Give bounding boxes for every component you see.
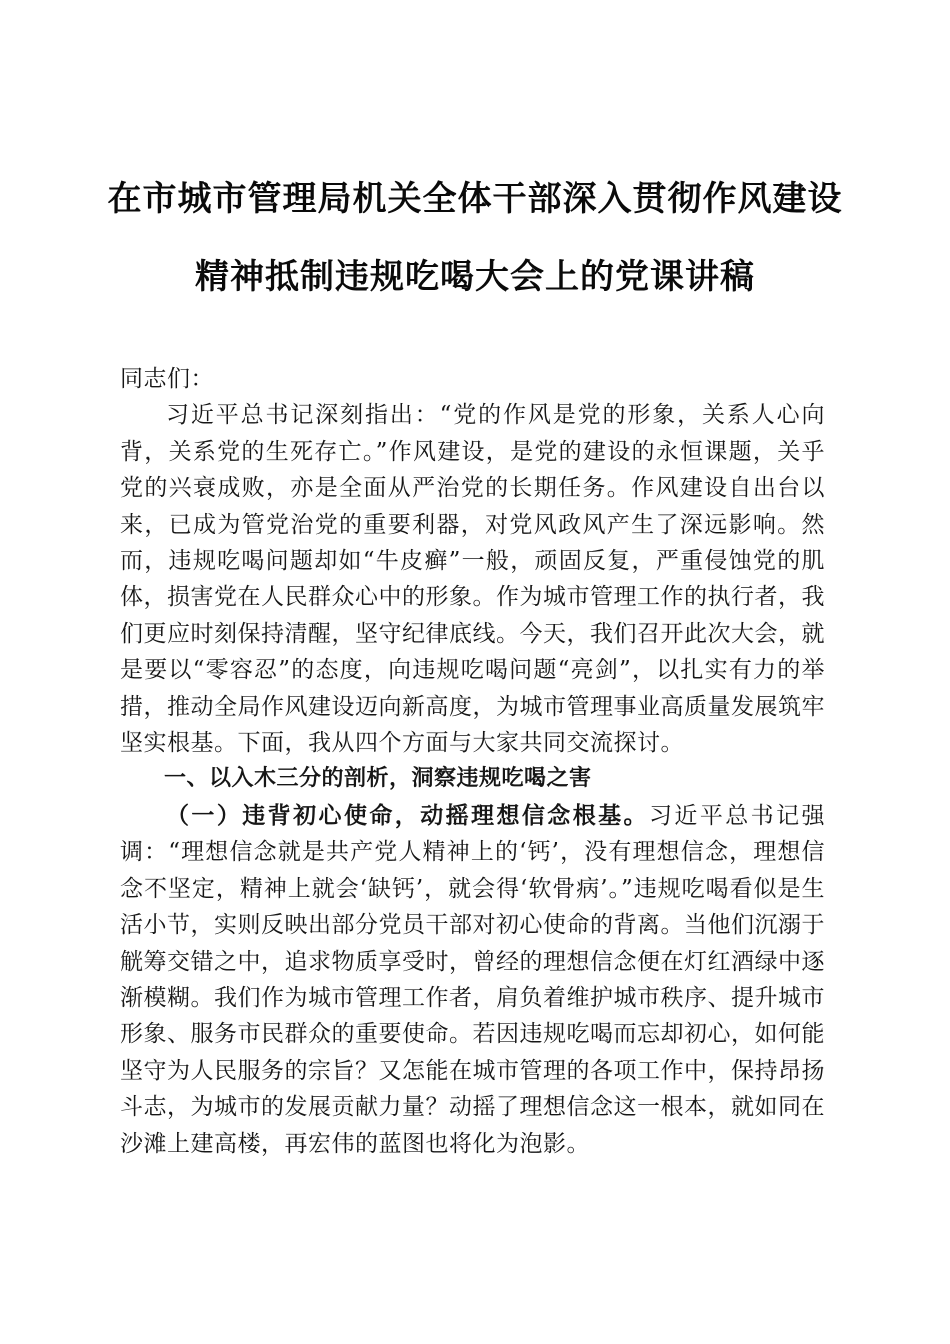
- subsection-text-1: 习近平总书记强调：“理想信念就是共产党人精神上的‘钙’，没有理想信念，理想信念不坚定，精神上就会‘缺钙’，就会得‘软骨病’。”违规吃喝看似是生活小节，实则反映出部分党员干部对初心使命的背离。当他们沉溺于觥筹交错之中，追求物质享受时，曾经的理想信念便在灯红酒绿中逐渐模糊。我们作为城市管理工作者，肩负着维护城市秩序、提升城市形象、服务市民群众的重要使命。若因违规吃喝而忘却初心，如何能坚守为人民服务的宗旨？又怎能在城市管理的各项工作中，保持昂扬斗志，为城市的发展贡献力量？动摇了理想信念这一根本，就如同在沙滩上建高楼，再宏伟的蓝图也将化为泡影。: [120, 802, 826, 1157]
- salutation: 同志们：: [120, 366, 214, 392]
- document-title: 在市城市管理局机关全体干部深入贯彻作风建设精神抵制违规吃喝大会上的党课讲稿: [107, 179, 843, 297]
- section-heading-1: 一、以入木三分的剖析，洞察违规吃喝之害: [164, 766, 592, 792]
- subsection-heading-1: （一）违背初心使命，动摇理想信念根基。: [166, 801, 649, 829]
- subsection-paragraph-1: [120, 798, 825, 1162]
- document-body: [120, 361, 825, 1162]
- intro-paragraph: 习近平总书记深刻指出：“党的作风是党的形象，关系人心向背，关系党的生死存亡。”作风建设，是党的建设的永恒课题，关乎党的兴衰成败，亦是全面从严治党的长期任务。作风建设自出台以来，已成为管党治党的重要利器，对党风政风产生了深远影响。然而，违规吃喝问题却如“牛皮癣”一般，顽固反复，严重侵蚀党的肌体，损害党在人民群众心中的形象。作为城市管理工作的执行者，我们更应时刻保持清醒，坚守纪律底线。今天，我们召开此次大会，就是要以“零容忍”的态度，向违规吃喝问题“亮剑”，以扎实有力的举措，推动全局作风建设迈向新高度，为城市管理事业高质量发展筑牢坚实根基。下面，我从四个方面与大家共同交流探讨。: [120, 402, 825, 757]
